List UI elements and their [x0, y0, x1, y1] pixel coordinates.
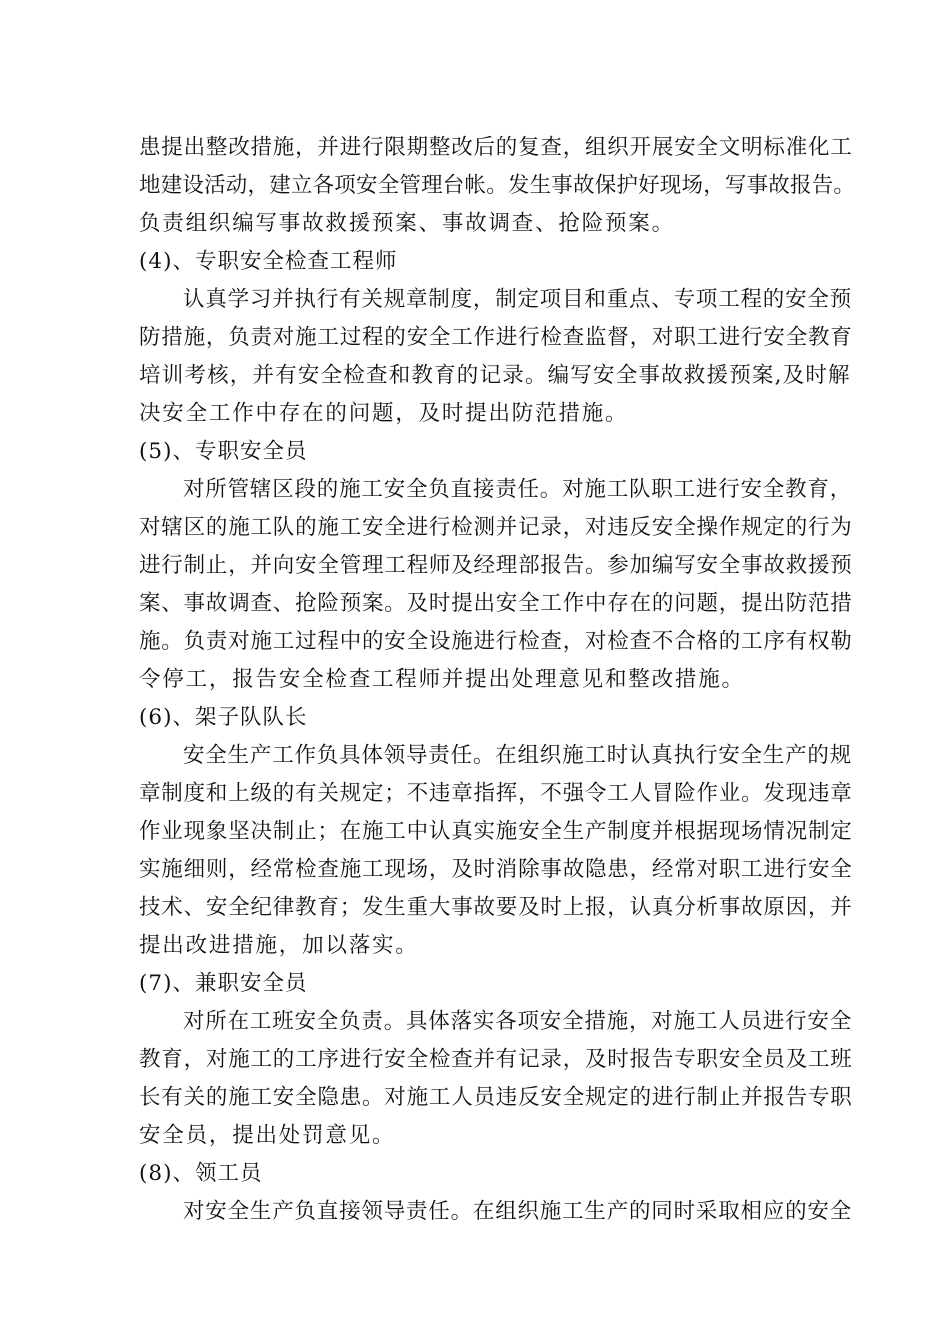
paragraph-first-line: 认真学习并执行有关规章制度，制定项目和重点、专项工程的安全预 — [183, 287, 853, 312]
body-line: 案、事故调查、抢险预案。及时提出安全工作中存在的问题，提出防范措 — [139, 591, 853, 616]
body-line: 对辖区的施工队的施工安全进行检测并记录，对违反安全操作规定的行为 — [139, 515, 853, 540]
body-line: 作业现象坚决制止；在施工中认真实施安全生产制度并根据现场情况制定 — [139, 819, 853, 844]
section-heading-8: (8)、领工员 — [139, 1161, 263, 1186]
body-line: 令停工，报告安全检查工程师并提出处理意见和整改措施。 — [139, 667, 745, 692]
body-line: 章制度和上级的有关规定；不违章指挥，不强令工人冒险作业。发现违章 — [139, 781, 853, 806]
paragraph-first-line: 对所管辖区段的施工安全负直接责任。对施工队职工进行安全教育， — [183, 477, 853, 502]
body-line: 施。负责对施工过程中的安全设施进行检查，对检查不合格的工序有权勒 — [139, 629, 853, 654]
body-line: 教育，对施工的工序进行安全检查并有记录，及时报告专职安全员及工班 — [139, 1047, 853, 1072]
body-line: 地建设活动，建立各项安全管理台帐。发生事故保护好现场，写事故报告。 — [139, 173, 856, 198]
section-heading-4: (4)、专职安全检查工程师 — [139, 249, 398, 274]
body-line: 负责组织编写事故救援预案、事故调查、抢险预案。 — [139, 211, 675, 236]
paragraph-first-line: 对安全生产负直接领导责任。在组织施工生产的同时采取相应的安全 — [183, 1199, 853, 1224]
body-line: 患提出整改措施，并进行限期整改后的复查，组织开展安全文明标准化工 — [139, 135, 853, 160]
body-line: 进行制止，并向安全管理工程师及经理部报告。参加编写安全事故救援预 — [139, 553, 853, 578]
body-line: 实施细则，经常检查施工现场，及时消除事故隐患，经常对职工进行安全 — [139, 857, 853, 882]
section-heading-6: (6)、架子队队长 — [139, 705, 308, 730]
body-line: 防措施，负责对施工过程的安全工作进行检查监督，对职工进行安全教育 — [139, 325, 853, 350]
body-line: 提出改进措施，加以落实。 — [139, 933, 419, 958]
body-line: 长有关的施工安全隐患。对施工人员违反安全规定的进行制止并报告专职 — [139, 1085, 853, 1110]
paragraph-first-line: 安全生产工作负具体领导责任。在组织施工时认真执行安全生产的规 — [183, 743, 853, 768]
section-heading-7: (7)、兼职安全员 — [139, 971, 308, 996]
paragraph-first-line: 对所在工班安全负责。具体落实各项安全措施，对施工人员进行安全 — [183, 1009, 853, 1034]
body-line: 培训考核，并有安全检查和教育的记录。编写安全事故救援预案,及时解 — [139, 363, 851, 388]
body-line: 决安全工作中存在的问题，及时提出防范措施。 — [139, 401, 629, 426]
section-heading-5: (5)、专职安全员 — [139, 439, 308, 464]
body-line: 安全员，提出处罚意见。 — [139, 1123, 396, 1148]
body-line: 技术、安全纪律教育；发生重大事故要及时上报，认真分析事故原因，并 — [139, 895, 853, 920]
